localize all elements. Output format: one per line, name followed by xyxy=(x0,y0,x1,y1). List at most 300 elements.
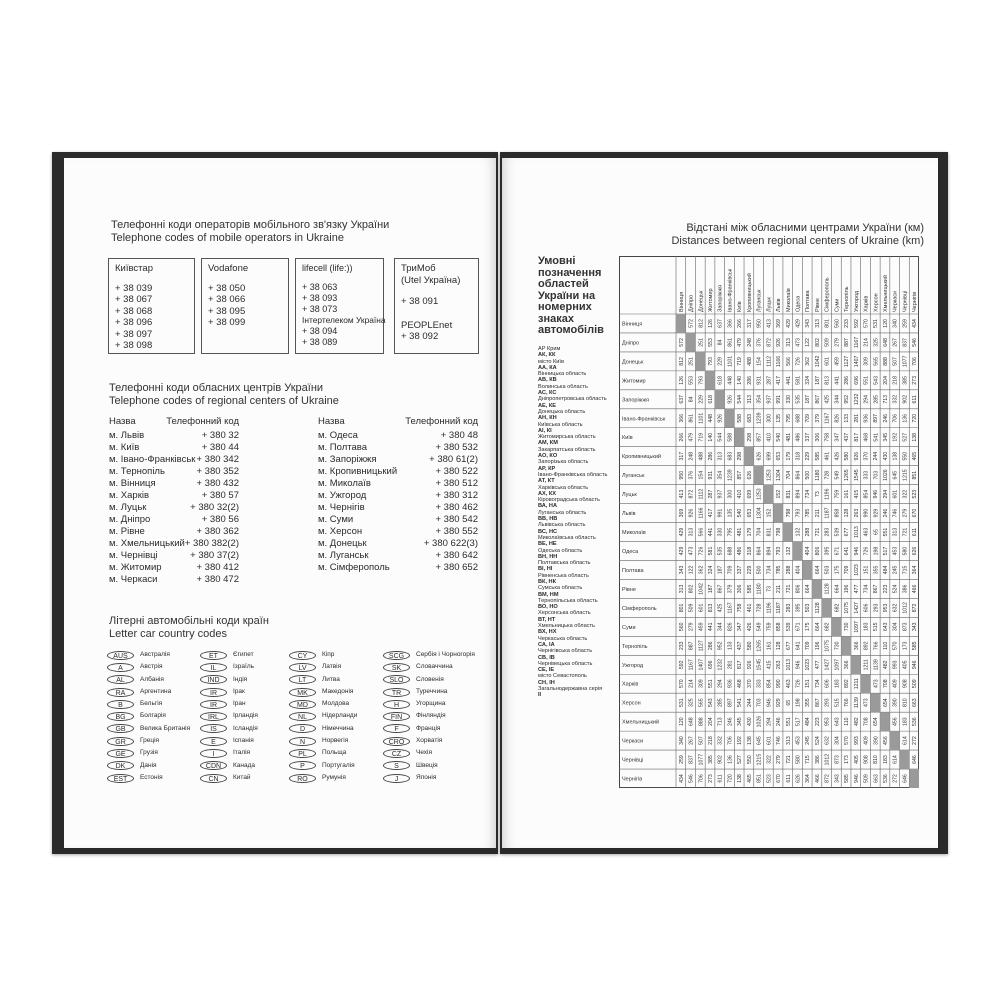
distance-value: 541 xyxy=(737,698,744,708)
distance-value: 539 xyxy=(834,527,841,537)
operator-code: + 38 098 xyxy=(115,340,153,351)
country-code-row xyxy=(289,735,357,747)
distance-value: 273 xyxy=(708,774,715,783)
plate-legend xyxy=(538,346,620,699)
distance-value: 1042 xyxy=(814,355,821,368)
distance-value: 456 xyxy=(882,736,889,745)
country-name: Норвегія xyxy=(322,737,349,745)
country-code-row xyxy=(107,747,190,759)
distance-value: 386 xyxy=(902,584,909,594)
distance-value: 429 xyxy=(678,527,685,537)
city-code: + 380 48 xyxy=(440,430,478,441)
legend-plate-codes: АС, КС xyxy=(538,390,557,397)
row-city-label: Тернопіль xyxy=(622,643,648,650)
distance-value: 1215 xyxy=(756,753,763,766)
distance-value: 709 xyxy=(805,413,812,423)
country-code-row xyxy=(383,735,475,747)
distance-value: 187 xyxy=(717,565,724,575)
country-code-oval: NL xyxy=(289,712,316,721)
distance-value: 272 xyxy=(912,736,919,745)
legend-region: місто Севастополь xyxy=(538,673,587,680)
distance-value: 173 xyxy=(902,641,909,651)
country-name: Словенія xyxy=(416,675,444,683)
distance-value: 1026 xyxy=(882,469,889,481)
distance-value: 585 xyxy=(814,451,821,461)
distance-value: 664 xyxy=(814,622,821,632)
distance-value: 703 xyxy=(873,470,880,480)
distance-value: 1097 xyxy=(834,658,841,671)
operator-code: + 38 066 xyxy=(208,294,246,305)
distance-value: 1026 xyxy=(756,715,763,728)
city-code: + 380 522 xyxy=(435,466,478,477)
distance-value: 831 xyxy=(766,527,773,537)
distance-value: 370 xyxy=(863,451,870,461)
distance-value: 646 xyxy=(902,774,909,783)
distance-value: 664 xyxy=(834,584,841,594)
city-name: м. Дніпро xyxy=(109,514,151,525)
distance-value: 1239 xyxy=(756,412,763,425)
diagonal-cell xyxy=(734,428,744,447)
distance-value: 161 xyxy=(844,489,851,499)
distance-value: 688 xyxy=(727,546,734,556)
distance-value: 345 xyxy=(882,432,889,442)
distance-value: 192 xyxy=(892,432,899,442)
column-city-label: Чернігів xyxy=(912,291,919,312)
operator-code: + 38 050 xyxy=(208,282,246,294)
distance-value: 993 xyxy=(853,736,860,745)
row-city-label: Івано-Франківськ xyxy=(622,416,666,423)
row-city-label: Херсон xyxy=(622,700,641,707)
city-code: + 380 56 xyxy=(201,514,239,525)
distance-value: 376 xyxy=(756,338,763,347)
distance-value: 653 xyxy=(746,508,753,518)
legend-plate-codes: АВ, КВ xyxy=(538,377,557,384)
distance-value: 340 xyxy=(678,736,685,745)
country-code-row xyxy=(383,747,475,759)
legend-region: Івано-Франківська область xyxy=(538,471,608,478)
distance-value: 806 xyxy=(795,584,802,594)
distance-value: 1304 xyxy=(776,469,783,481)
distance-value: 404 xyxy=(805,546,812,556)
distance-value: 288 xyxy=(785,565,792,575)
distance-value: 931 xyxy=(708,470,715,480)
distance-value: 682 xyxy=(834,603,841,613)
legend-region: Дніпропетровська область xyxy=(538,396,607,403)
distance-value: 294 xyxy=(717,679,724,689)
distance-value: 459 xyxy=(698,622,705,632)
country-code-oval: TR xyxy=(383,688,410,697)
distance-value: 801 xyxy=(678,603,685,613)
distance-value: 187 xyxy=(805,394,812,404)
legend-plate-codes: ВМ, НМ xyxy=(538,591,559,598)
distance-value: 908 xyxy=(863,755,870,764)
operator-code: + 38 099 xyxy=(208,317,246,328)
row-city-label: Сімферополь xyxy=(622,605,657,612)
distance-value: 84 xyxy=(717,339,724,346)
regional-code-row xyxy=(109,502,239,514)
distance-value: 728 xyxy=(756,603,763,613)
column-city-label: Івано-Франківськ xyxy=(727,268,734,312)
distance-value: 294 xyxy=(766,717,773,726)
distance-value: 677 xyxy=(844,527,851,537)
distance-value: 313 xyxy=(892,527,899,537)
distance-value: 279 xyxy=(834,338,841,347)
distance-value: 611 xyxy=(912,527,919,537)
city-code: + 380 37(2) xyxy=(190,550,239,561)
country-name: Болгарія xyxy=(140,712,166,720)
regional-code-row xyxy=(318,526,478,538)
city-name: м. Львів xyxy=(109,430,145,441)
country-name: Латвія xyxy=(322,663,342,671)
distance-value: 154 xyxy=(698,470,705,480)
distance-value: 720 xyxy=(727,774,734,783)
distance-value: 867 xyxy=(873,584,880,594)
country-code-oval: IL xyxy=(200,663,227,672)
distance-value: 259 xyxy=(678,755,685,764)
country-code-oval: FIN xyxy=(383,712,410,721)
distance-value: 1128 xyxy=(814,602,821,614)
city-code: + 380 552 xyxy=(435,526,478,537)
country-code-oval: GB xyxy=(107,724,134,733)
city-code: + 380 61(2) xyxy=(429,454,478,465)
distance-value: 332 xyxy=(717,736,724,745)
distance-value: 1427 xyxy=(824,658,831,671)
distance-value: 1101 xyxy=(698,412,705,424)
distance-value: 347 xyxy=(834,432,841,442)
distance-value: 244 xyxy=(746,698,753,708)
distance-value: 1166 xyxy=(698,507,705,519)
distance-value: 1042 xyxy=(698,583,705,595)
distance-value: 531 xyxy=(678,698,685,708)
distance-value: 313 xyxy=(785,736,792,745)
distance-value: 1167 xyxy=(853,336,860,349)
distance-value: 415 xyxy=(766,660,773,670)
city-name: м. Чернігів xyxy=(318,502,365,513)
legend-plate-codes: АТ, КТ xyxy=(538,478,555,485)
country-code-row xyxy=(200,723,258,735)
country-code-oval: I xyxy=(200,749,227,758)
distance-value: 482 xyxy=(853,717,860,726)
distance-value: 138 xyxy=(737,774,744,783)
distance-value: 128 xyxy=(776,641,783,651)
distance-value: 581 xyxy=(708,546,715,556)
distance-value: 362 xyxy=(805,357,812,366)
distance-value: 758 xyxy=(824,432,831,442)
distance-value: 509 xyxy=(824,338,831,347)
distance-value: 688 xyxy=(795,413,802,423)
operator-box-lifecell xyxy=(295,258,384,354)
row-city-label: Суми xyxy=(622,624,636,631)
distance-value: 477 xyxy=(853,584,860,594)
diagonal-cell xyxy=(802,560,812,579)
distance-value: 486 xyxy=(795,432,802,442)
row-city-label: Кропивницький xyxy=(622,454,661,461)
city-code: + 380 622(3) xyxy=(423,538,478,549)
column-city-label: Миколаїв xyxy=(785,288,792,312)
distance-value: 404 xyxy=(795,565,802,575)
diagonal-cell xyxy=(676,314,686,333)
legend-plate-codes: АО, КО xyxy=(538,453,558,460)
legend-plate-codes: ВА, НА xyxy=(538,503,557,510)
city-code: + 380 462 xyxy=(435,502,478,513)
distance-value: 344 xyxy=(717,622,724,632)
country-name: Японія xyxy=(416,773,437,781)
distance-value: 560 xyxy=(678,622,685,632)
distance-value: 851 xyxy=(912,470,919,480)
distance-value: 132 xyxy=(795,527,802,537)
distance-value: 535 xyxy=(795,394,802,404)
column-city-label: Запоріжжя xyxy=(717,284,724,312)
distance-value: 641 xyxy=(844,546,851,556)
operator-name: PEOPLEnet xyxy=(401,319,453,331)
distance-value: 425 xyxy=(717,603,724,613)
city-name: м. Одеса xyxy=(318,430,358,441)
distance-value: 706 xyxy=(698,774,705,783)
distance-value: 355 xyxy=(873,565,880,575)
country-code-oval: N xyxy=(289,737,316,746)
distance-value: 858 xyxy=(776,622,783,632)
distance-value: 873 xyxy=(834,755,841,764)
country-code-row xyxy=(107,735,190,747)
distance-table xyxy=(619,256,919,788)
legend-plate-codes: АР, КР xyxy=(538,465,556,472)
distance-value: 468 xyxy=(863,432,870,442)
distance-value: 826 xyxy=(834,413,841,423)
distance-value: 318 xyxy=(746,546,753,556)
distance-value: 618 xyxy=(717,376,724,385)
distance-value: 366 xyxy=(727,319,734,328)
distance-value: 867 xyxy=(814,394,821,404)
distance-value: 1013 xyxy=(785,658,792,671)
distance-value: 854 xyxy=(863,489,870,499)
country-codes-col-2 xyxy=(200,649,258,784)
distance-value: 272 xyxy=(892,774,899,783)
country-code-oval: CRO xyxy=(383,737,410,746)
distance-value: 437 xyxy=(844,432,851,442)
distance-value: 473 xyxy=(795,338,802,347)
city-name: м. Хмельницький xyxy=(109,538,185,549)
distance-value: 897 xyxy=(873,413,880,423)
regional-code-row xyxy=(109,514,239,526)
distance-value: 364 xyxy=(805,774,812,783)
distance-value: 793 xyxy=(708,357,715,366)
distance-value: 713 xyxy=(882,394,889,404)
distance-value: 246 xyxy=(882,413,889,423)
city-name: м. Чернівці xyxy=(109,550,158,561)
distance-value: 1167 xyxy=(727,602,734,614)
country-code-row xyxy=(200,735,258,747)
distance-value: 857 xyxy=(756,432,763,442)
distance-value: 317 xyxy=(746,319,753,328)
distance-value: 643 xyxy=(834,717,841,726)
distance-value: 175 xyxy=(834,565,841,575)
column-city-label: Луганськ xyxy=(756,289,763,312)
country-code-oval: H xyxy=(383,700,410,709)
distance-value: 245 xyxy=(805,736,812,745)
distance-value: 229 xyxy=(698,394,705,404)
distance-value: 441 xyxy=(708,622,715,632)
distance-value: 831 xyxy=(785,489,792,499)
distance-value: 861 xyxy=(727,338,734,347)
country-name: Угорщина xyxy=(416,700,446,708)
distance-value: 218 xyxy=(708,736,715,745)
country-code-row xyxy=(200,760,258,772)
column-city-label: Сімферополь xyxy=(824,277,831,312)
distance-value: 929 xyxy=(873,508,880,518)
distance-value: 671 xyxy=(795,622,802,632)
country-name: Польща xyxy=(322,749,347,757)
distance-value: 1407 xyxy=(853,355,860,368)
distance-value: 929 xyxy=(776,698,783,708)
legend-region: Херсонська область xyxy=(538,610,591,617)
distance-value: 515 xyxy=(834,698,841,708)
distance-value: 546 xyxy=(688,774,695,783)
distance-value: 229 xyxy=(717,357,724,366)
regional-title-uk: Телефонні коди обласних центрів України xyxy=(109,382,324,394)
distance-value: 448 xyxy=(708,413,715,423)
regional-code-row xyxy=(109,550,239,562)
distance-value: 266 xyxy=(678,432,685,442)
operator-box-vodafone xyxy=(201,258,289,354)
legend-region: Львівська область xyxy=(538,522,586,529)
distance-value: 128 xyxy=(844,508,851,518)
distance-value: 325 xyxy=(688,698,695,708)
country-name: Словаччина xyxy=(416,663,453,671)
column-city-label: Львів xyxy=(776,298,783,312)
regional-code-row xyxy=(318,562,478,574)
distance-value: 549 xyxy=(834,470,841,480)
distance-value: 429 xyxy=(678,546,685,556)
distance-value: 509 xyxy=(912,679,919,689)
distance-value: 417 xyxy=(776,376,783,385)
distance-value: 287 xyxy=(766,376,773,385)
distance-value: 161 xyxy=(766,641,773,651)
distance-value: 766 xyxy=(844,698,851,708)
distance-value: 1253 xyxy=(766,469,773,481)
regional-code-row xyxy=(109,454,239,466)
country-code-oval: SCG xyxy=(383,651,410,660)
distance-value: 902 xyxy=(902,394,909,404)
distance-value: 273 xyxy=(912,376,919,385)
distance-value: 453 xyxy=(795,736,802,745)
regional-code-row xyxy=(318,430,478,442)
regional-code-row xyxy=(109,466,239,478)
city-name: м. Вінниця xyxy=(109,478,156,489)
distance-value: 817 xyxy=(853,432,860,442)
distance-value: 248 xyxy=(688,451,695,461)
regional-code-row xyxy=(109,442,239,454)
distance-value: 936 xyxy=(863,413,870,423)
column-city-label: Чернівці xyxy=(902,290,909,312)
distance-value: 637 xyxy=(678,394,685,404)
operator-code: + 38 039 xyxy=(115,282,153,294)
distance-value: 894 xyxy=(795,489,802,499)
distance-value: 704 xyxy=(785,470,792,480)
country-code-row xyxy=(383,723,475,735)
row-city-label: Дніпро xyxy=(622,340,640,347)
legend-plate-codes: СВ, ІВ xyxy=(538,654,555,661)
regional-code-row xyxy=(109,538,239,550)
legend-plate-codes: ВІ, НІ xyxy=(538,566,553,573)
distance-value: 437 xyxy=(737,641,744,651)
legend-plate-codes: ВН, НН xyxy=(538,553,558,560)
distance-value: 946 xyxy=(912,660,919,670)
country-code-row xyxy=(107,772,190,784)
distance-value: 1167 xyxy=(688,659,695,671)
legend-region: Запорізька область xyxy=(538,459,589,466)
column-city-label: Київ xyxy=(737,301,744,312)
country-name: Аргентина xyxy=(140,687,172,695)
distance-value: 946 xyxy=(853,774,860,783)
diagonal-cell xyxy=(851,655,861,674)
distance-value: 588 xyxy=(727,432,734,442)
distance-value: 366 xyxy=(844,660,851,670)
country-title-uk: Літерні автомобільні коди країн xyxy=(109,615,269,627)
distance-value: 1187 xyxy=(824,507,831,519)
city-code: + 380 362 xyxy=(196,526,239,537)
distance-value: 267 xyxy=(688,736,695,745)
distance-value: 429 xyxy=(795,319,802,328)
city-name: м. Миколаїв xyxy=(318,478,371,489)
distance-value: 468 xyxy=(737,679,744,689)
distance-value: 509 xyxy=(688,603,695,613)
legend-region: Чернівецька область xyxy=(538,660,593,667)
column-city-label: Кропивницький xyxy=(746,273,753,312)
distance-value: 892 xyxy=(863,641,870,651)
legend-region: Полтавська область xyxy=(538,560,591,567)
distance-value: 861 xyxy=(688,413,695,423)
operator-name: Київстар xyxy=(115,263,153,274)
distance-value: 1211 xyxy=(863,659,870,671)
distance-value: 198 xyxy=(873,546,880,556)
country-name: Ізраїль xyxy=(233,663,255,671)
legend-region: Загальнодержавна серія xyxy=(538,686,603,693)
distance-value: 283 xyxy=(824,527,831,537)
country-code-oval: GR xyxy=(107,737,134,746)
column-city-label: Вінниця xyxy=(678,291,685,312)
distance-value: 643 xyxy=(882,622,889,632)
city-name: м. Ужгород xyxy=(318,490,367,501)
distance-value: 135 xyxy=(776,413,783,423)
distance-value: 463 xyxy=(785,679,792,689)
distance-value: 580 xyxy=(844,451,851,461)
distance-value: 313 xyxy=(678,584,685,594)
distance-value: 719 xyxy=(698,432,705,442)
row-city-label: Вінниця xyxy=(622,321,643,328)
distance-value: 441 xyxy=(785,376,792,385)
distance-value: 1013 xyxy=(853,526,860,538)
distance-value: 306 xyxy=(737,584,744,594)
legend-plate-codes: ВТ, НТ xyxy=(538,616,556,623)
distance-value: 279 xyxy=(776,755,783,764)
distance-value: 1180 xyxy=(814,469,821,481)
country-code-oval: P xyxy=(289,761,316,770)
distance-value: 248 xyxy=(746,338,753,347)
country-code-oval: GE xyxy=(107,749,134,758)
distance-value: 709 xyxy=(805,641,812,651)
distance-value: 553 xyxy=(708,338,715,347)
distance-value: 953 xyxy=(824,717,831,726)
row-city-label: Запоріжжя xyxy=(622,397,650,404)
distance-value: 785 xyxy=(776,565,783,575)
operator-name: ТриМоб xyxy=(401,263,436,274)
country-code-row xyxy=(289,760,357,772)
distance-value: 550 xyxy=(746,755,753,764)
distance-value: 286 xyxy=(746,376,753,385)
country-code-row xyxy=(107,649,190,661)
distance-value: 1239 xyxy=(727,469,734,481)
diagonal-cell xyxy=(783,523,793,542)
